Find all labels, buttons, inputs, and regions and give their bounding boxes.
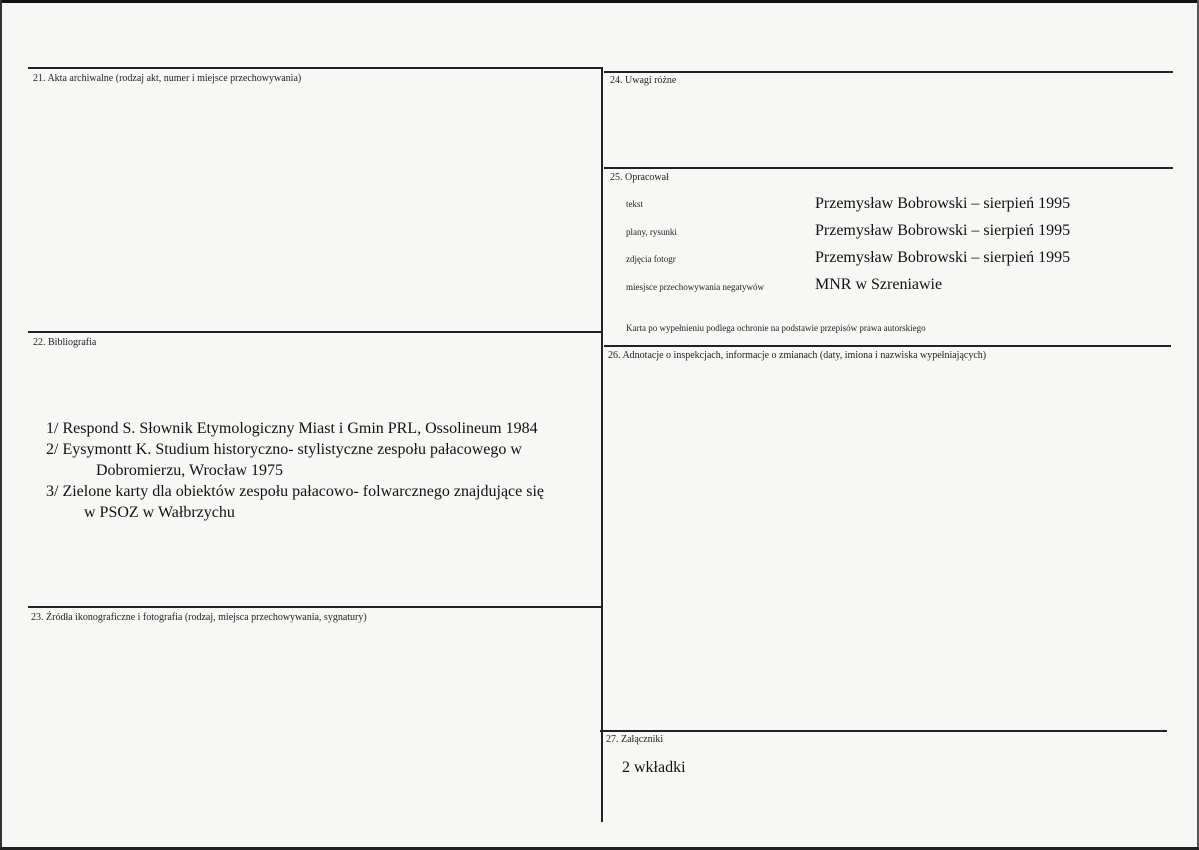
section-21-label: 21. Akta archiwalne (rodzaj akt, numer i miejsce przechowywania) (33, 73, 302, 84)
bibliography-entry-2: 2/ Eysymontt K. Studium historyczno- stylistyczne zespołu pałacowego w (46, 441, 522, 458)
divider-top-left (28, 67, 602, 69)
author-field-negatywy: miesjsce przechowywania negatywów (626, 282, 764, 292)
author-field-plany: plany, rysunki (626, 227, 677, 237)
section-26-label: 26. Adnotacje o inspekcjach, informacje o zmianach (daty, imiona i nazwiska wypełniających) (608, 350, 987, 361)
section-27-label: 27. Załączniki (606, 734, 664, 745)
bibliography-list (46, 418, 544, 523)
section-23-label: 23. Źródła ikonograficzne i fotografia (rodzaj, miejsca przechowywania, sygnatury) (31, 612, 367, 623)
author-value-zdjecia: Przemysław Bobrowski – sierpień 1995 (815, 249, 1071, 266)
page-edge-left (0, 0, 2, 850)
author-value-negatywy: MNR w Szreniawie (815, 276, 943, 293)
section-22-label: 22. Bibliografia (33, 337, 97, 348)
page-edge-top (0, 0, 1199, 3)
divider-21-22 (28, 331, 601, 333)
author-field-tekst: tekst (626, 199, 643, 209)
divider-22-23 (28, 606, 601, 608)
bibliography-entry-1: 1/ Respond S. Słownik Etymologiczny Miast i Gmin PRL, Ossolineum 1984 (46, 420, 538, 437)
copyright-note: Karta po wypełnieniu podlega ochronie na podstawie przepisów prawa autorskiego (626, 323, 926, 333)
divider-top-right (604, 71, 1173, 73)
bibliography-entry-3-cont: w PSOZ w Wałbrzychu (84, 504, 235, 521)
author-value-plany: Przemysław Bobrowski – sierpień 1995 (815, 222, 1071, 239)
author-value-tekst: Przemysław Bobrowski – sierpień 1995 (815, 195, 1071, 212)
divider-26-27 (600, 730, 1167, 732)
author-field-zdjecia: zdjęcia fotogr (626, 254, 676, 264)
divider-25-26 (604, 345, 1171, 347)
section-25-label: 25. Opracował (610, 172, 669, 183)
attachments-value: 2 wkładki (622, 759, 686, 776)
divider-center (601, 67, 603, 822)
divider-24-25 (604, 167, 1173, 169)
bibliography-entry-2-cont: Dobromierzu, Wrocław 1975 (96, 462, 284, 479)
bibliography-entry-3: 3/ Zielone karty dla obiektów zespołu pałacowo- folwarcznego znajdujące się (46, 483, 545, 500)
section-24-label: 24. Uwagi różne (610, 75, 677, 86)
